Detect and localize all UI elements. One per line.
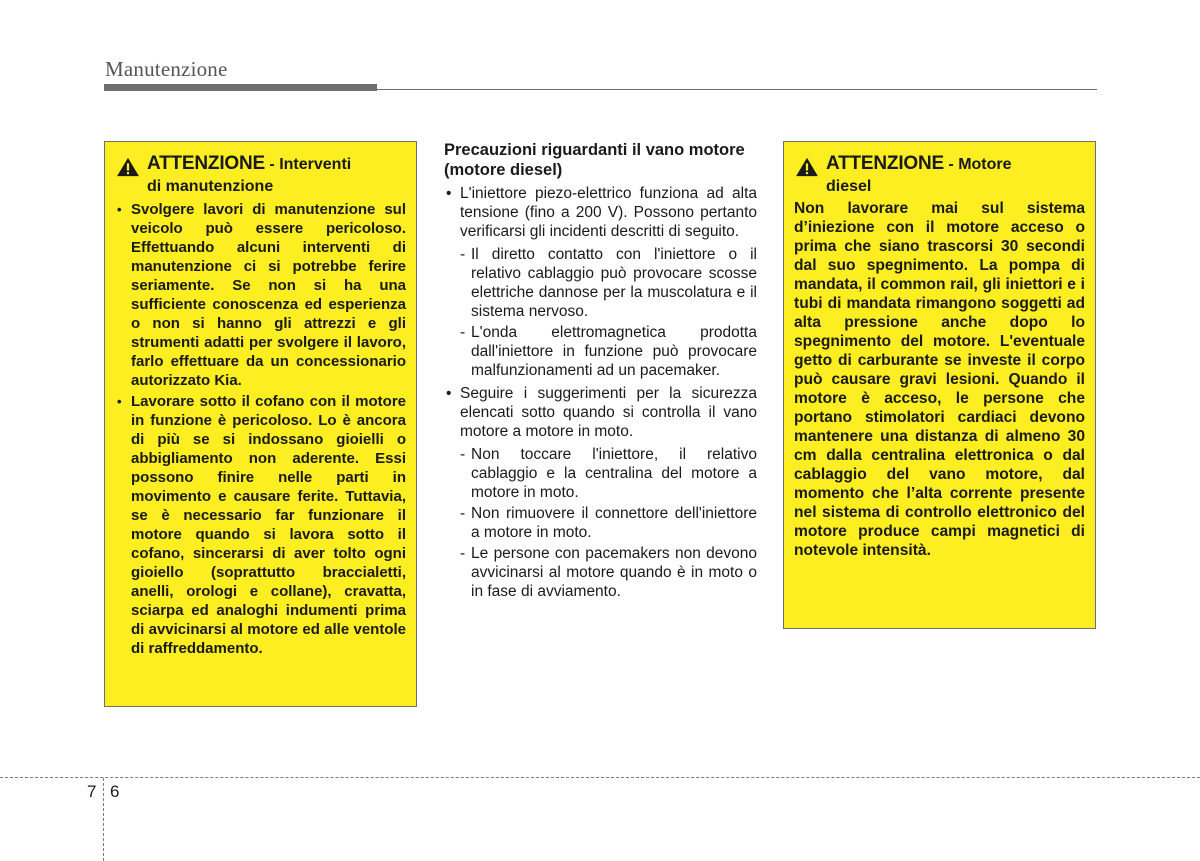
precaution-item [444, 184, 757, 380]
precaution-text: Seguire i suggerimenti per la sicurezza elencati sotto quando si controlla il vano motore a motore in moto. [460, 385, 757, 440]
precautions-list [444, 184, 757, 601]
precaution-subitem: - L'onda elettromagnetica prodotta dall'iniettore in funzione può provocare malfunzionamenti ad un pacemaker. [460, 323, 757, 380]
warning-list [115, 200, 406, 658]
warning-item: • Svolgere lavori di manutenzione sul veicolo può essere pericoloso. Effettuando alcuni interventi di manutenzione ci si potrebbe ferire seriamente. Se non si ha una sufficiente conoscenza ed esperienza o non si hanno gli attrezzi e gli strumenti adatti per svolgere il lavoro, farlo effettuare da un concessionario autorizzato Kia. [115, 200, 406, 390]
warning-item: • Lavorare sotto il cofano con il motore in funzione è pericoloso. Lo è ancora di più se si indossano gioielli o abbigliamento non aderente. Essi possono finire nelle parti in movimento e causare ferite. Tuttavia, se è necessario far funzionare il motore quando si lavora sotto il cofano, sincerarsi di aver tolto ogni gioiello (soprattutto braccialetti, anelli, orologi e collane), cravatta, sciarpa ed analoghi indumenti prima di avvicinarsi al motore ed alle ventole di raffreddamento. [115, 392, 406, 658]
precaution-text: L'iniettore piezo-elettrico funziona ad alta tensione (fino a 200 V). Possono pertanto verificarsi gli incidenti descritti di seguito. [460, 185, 757, 240]
warning-title-part1: - Motore [943, 156, 1012, 173]
warning-title-part1: - Interventi [264, 156, 352, 173]
precaution-item [444, 384, 757, 601]
precaution-subitem: - Non toccare l'iniettore, il relativo cablaggio e la centralina del motore a motore in moto. [460, 445, 757, 502]
precaution-subitem: - Non rimuovere il connettore dell'iniettore a motore in moto. [460, 504, 757, 542]
warning-heading [794, 154, 1085, 177]
chapter-number: 7 [87, 782, 97, 801]
page-number: 6 [110, 782, 120, 801]
warning-triangle-icon [794, 157, 820, 177]
warning-heading [115, 154, 406, 177]
warning-title-part2: di manutenzione [147, 178, 274, 195]
warning-keyword: ATTENZIONE [147, 153, 265, 174]
warning-body: Non lavorare mai sul sistema d’iniezione con il motore acceso o prima che siano trascorsi 30 secondi dal suo spegnimento. La pompa di mandata, il common rail, gli iniettori e i tubi di mandata rimangono soggetti ad alta pressione anche dopo lo spegnimento del motore. L'eventuale getto di carburante se investe il corpo può causare gravi lesioni. Quando il motore è acceso, le persone che portano stimolatori cardiaci devono mantenere una distanza di almeno 30 cm dalla centralina elettronica o dal cablaggio del vano motore, dal momento che l’alta corrente presente nel sistema di controllo elettronico del motore produce campi magnetici di notevole intensità. [794, 200, 1085, 559]
precaution-sublist [460, 245, 757, 380]
footer-dashed-rule [0, 777, 1200, 778]
warning-box-diesel [783, 141, 1096, 629]
precaution-subitem: - Le persone con pacemakers non devono avvicinarsi al motore quando è in moto o in fase di avviamento. [460, 544, 757, 601]
warning-title-part2: diesel [826, 178, 872, 195]
warning-box-maintenance [104, 141, 417, 707]
precaution-subitem: - Il diretto contatto con l'iniettore o il relativo cablaggio può provocare scosse elettriche dannose per la muscolatura e il sistema nervoso. [460, 245, 757, 321]
precaution-sublist [460, 445, 757, 601]
warning-keyword: ATTENZIONE [826, 153, 944, 174]
header-rule-thin [104, 89, 1097, 90]
warning-triangle-icon [115, 157, 141, 177]
section-heading: Precauzioni riguardanti il vano motore (motore diesel) [444, 141, 745, 179]
precautions-section [444, 140, 757, 605]
footer-dashed-vertical-rule [103, 778, 104, 861]
page-header-title: Manutenzione [105, 57, 228, 81]
